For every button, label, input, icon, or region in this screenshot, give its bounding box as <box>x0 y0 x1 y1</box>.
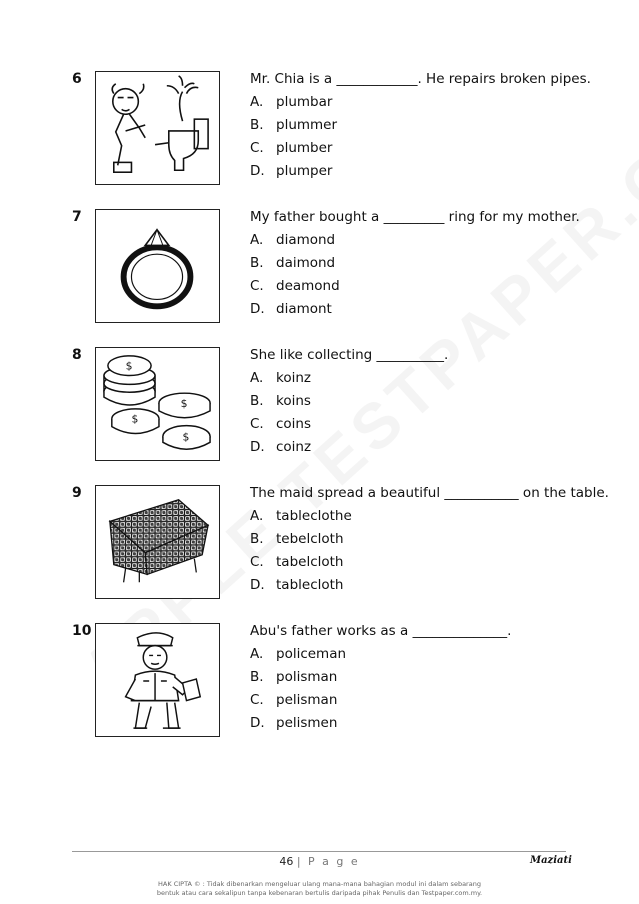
question-9 <box>0 485 639 605</box>
question-10 <box>0 623 639 743</box>
diamond-ring-icon <box>95 209 220 323</box>
copyright-notice: HAK CIPTA © : Tidak dibenarkan mengeluar ulang mana-mana bahagian modul ini dalam sebarang bentuk atau cara sekalipun tanpa kebenaran bertulis daripada pihak Penulis dan Testpaper.com.my. <box>156 880 483 897</box>
question-stem: The maid spread a beautiful ___________ on the table. <box>250 485 609 501</box>
option-list <box>250 370 311 462</box>
option-a[interactable]: A. tableclothe <box>250 508 352 524</box>
option-d[interactable]: D. tablecloth <box>250 577 344 593</box>
question-number: 7 <box>72 209 82 225</box>
option-c[interactable]: C. tabelcloth <box>250 554 344 570</box>
question-8 <box>0 347 639 467</box>
svg-text:$: $ <box>180 396 188 410</box>
option-d[interactable]: D. coinz <box>250 439 312 455</box>
question-number: 8 <box>72 347 82 363</box>
question-stem: She like collecting __________. <box>250 347 449 363</box>
option-b[interactable]: B. koins <box>250 393 311 409</box>
footer-divider <box>72 851 566 852</box>
option-list <box>250 646 346 738</box>
option-b[interactable]: B. plummer <box>250 117 338 133</box>
question-6 <box>0 71 639 191</box>
svg-text:$: $ <box>125 359 133 373</box>
option-d[interactable]: D. diamont <box>250 301 332 317</box>
svg-text:$: $ <box>182 430 190 444</box>
plumber-toilet-icon <box>95 71 220 185</box>
option-list <box>250 508 352 600</box>
question-stem: My father bought a _________ ring for my mother. <box>250 209 580 225</box>
option-c[interactable]: C. pelisman <box>250 692 338 708</box>
question-number: 10 <box>72 623 92 639</box>
option-list <box>250 232 340 324</box>
option-a[interactable]: A. policeman <box>250 646 347 662</box>
page-number: 46 | P a g e <box>279 855 360 868</box>
coins-icon <box>95 347 220 461</box>
question-number: 9 <box>72 485 82 501</box>
question-stem: Abu's father works as a ______________. <box>250 623 512 639</box>
option-a[interactable]: A. plumbar <box>250 94 333 110</box>
question-7 <box>0 209 639 329</box>
option-d[interactable]: D. plumper <box>250 163 333 179</box>
option-a[interactable]: A. koinz <box>250 370 311 386</box>
option-b[interactable]: B. tebelcloth <box>250 531 344 547</box>
policeman-icon <box>95 623 220 737</box>
option-d[interactable]: D. pelismen <box>250 715 338 731</box>
svg-text:$: $ <box>131 412 139 426</box>
question-number: 6 <box>72 71 82 87</box>
author-signature: Maziati <box>530 855 572 866</box>
question-stem: Mr. Chia is a ____________. He repairs broken pipes. <box>250 71 591 87</box>
option-b[interactable]: B. polisman <box>250 669 338 685</box>
option-c[interactable]: C. plumber <box>250 140 333 156</box>
option-b[interactable]: B. daimond <box>250 255 336 271</box>
option-list <box>250 94 337 186</box>
option-c[interactable]: C. deamond <box>250 278 340 294</box>
option-a[interactable]: A. diamond <box>250 232 336 248</box>
tablecloth-icon <box>95 485 220 599</box>
option-c[interactable]: C. coins <box>250 416 312 432</box>
